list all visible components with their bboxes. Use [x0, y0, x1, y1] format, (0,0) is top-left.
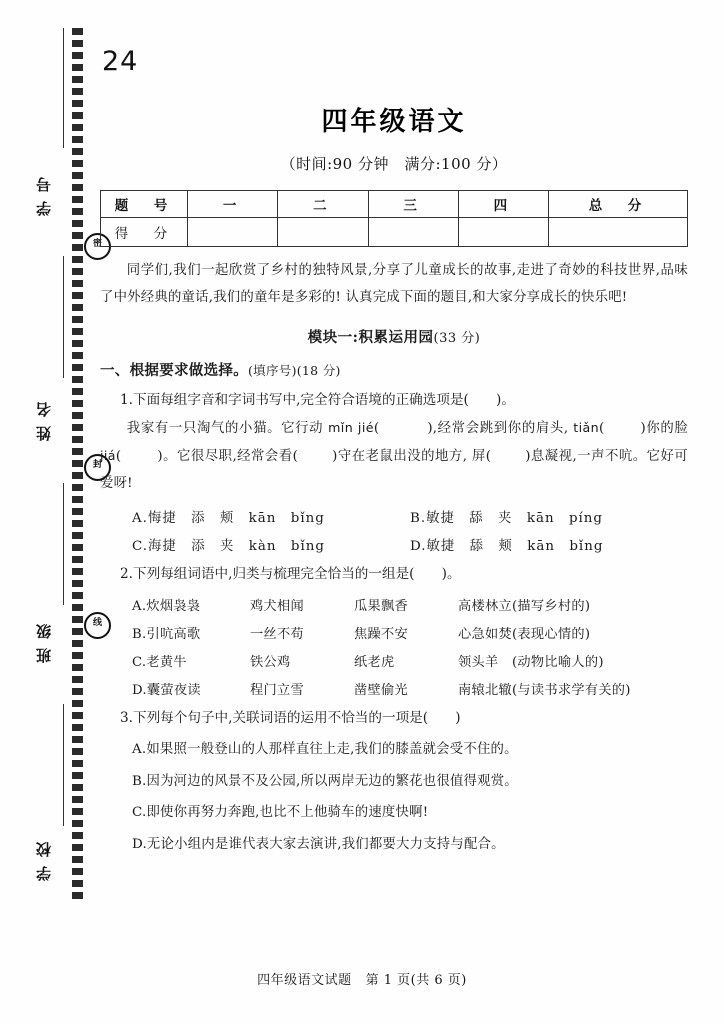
module-heading: [100, 326, 688, 347]
option-2-c-c2: 铁公鸡: [250, 654, 291, 670]
passage-seg-2: ,经常会跳到你的肩头,: [432, 421, 569, 437]
option-3-a-text: 如果照一般登山的人那样直往上走,我们的膝盖就会受不住的。: [146, 742, 518, 758]
option-1-b-label: B.: [410, 510, 427, 526]
section-note: (填序号)(18 分): [248, 362, 341, 378]
page-footer: [0, 969, 724, 988]
score-col-2: 二: [278, 191, 368, 218]
sidebar-divider-2: [63, 256, 64, 378]
binding-strip: [72, 28, 83, 900]
score-row-label-1: 题 号: [101, 191, 188, 218]
seal-icon-mi: 密: [84, 233, 111, 260]
option-1-b[interactable]: [410, 507, 688, 526]
question-1-number: 1.: [120, 391, 133, 408]
sidebar-item-class[interactable]: [18, 615, 70, 667]
question-1-options-row-2: [100, 535, 688, 554]
option-2-c-first: [132, 651, 250, 670]
option-2-a-c3: 瓜果飘香: [354, 598, 408, 614]
score-input-4[interactable]: [458, 218, 548, 247]
question-1-options-row-1: [100, 507, 688, 526]
seal-icon-feng: 封: [84, 454, 111, 481]
option-2-c[interactable]: [100, 651, 688, 670]
page-title: 四年级语文: [321, 107, 467, 137]
module-title: 模块一:积累运用园: [307, 328, 434, 346]
question-2-number: 2.: [120, 565, 133, 582]
sidebar-item-student-number[interactable]: [18, 168, 70, 220]
passage-seg-6: 屏(: [471, 448, 492, 464]
question-1-text: 下面每组字音和字词书写中,完全符合语境的正确选项是( )。: [132, 391, 515, 408]
option-1-a[interactable]: [132, 507, 410, 526]
option-2-c-c1: 老黄牛: [146, 654, 187, 670]
option-2-c-c4: 领头羊 (动物比喻人的): [458, 654, 604, 670]
passage-seg-3: )你的脸: [640, 421, 688, 437]
exam-content: [100, 30, 688, 855]
option-2-b-c2: 一丝不苟: [250, 626, 304, 642]
score-row-label-2: 得 分: [101, 218, 188, 247]
sidebar-item-name[interactable]: [18, 393, 70, 445]
option-1-b-text: 敏捷 舔 夹 kān píng: [426, 510, 604, 526]
score-input-1[interactable]: [188, 218, 278, 247]
option-2-a-c4: 高楼林立(描写乡村的): [458, 598, 591, 614]
table-row-header: [101, 191, 688, 218]
passage-seg-5: )守在老鼠出没的地方,: [332, 448, 468, 464]
option-3-a-label: A.: [132, 742, 147, 758]
option-2-a-label: A.: [132, 598, 147, 614]
score-col-4: 四: [458, 191, 548, 218]
passage-pinyin-1: mǐn jié: [328, 420, 374, 436]
question-1-passage: 我家有一只淘气的小猫。它行动 mǐn jié( ),经常会跳到你的肩头, tiǎn( )你的脸 jiá( )。它很尽职,经常会看( )守在老鼠出没的地方, 屏( )息凝视,一声不吭。它好可爱呀!: [100, 420, 689, 492]
footer-title: 四年级语文试题: [257, 973, 352, 988]
option-2-c-label: C.: [132, 654, 147, 670]
question-3-text: 下列每个句子中,关联词语的运用不恰当的一项是( ): [132, 709, 461, 726]
option-2-b-first: [132, 623, 250, 642]
sidebar-label-student-number: 学号: [34, 168, 53, 216]
option-2-d-c4: 南辕北辙(与读书求学有关的): [458, 682, 631, 698]
footer-page-number: 第 1 页(共 6 页): [365, 973, 467, 988]
option-2-d-label: D.: [132, 682, 147, 698]
table-row: [101, 218, 688, 247]
option-2-c-c3: 纸老虎: [354, 654, 395, 670]
score-input-total[interactable]: [549, 218, 688, 247]
option-1-d[interactable]: [410, 535, 688, 554]
option-2-d-c2: 程门立雪: [250, 682, 304, 698]
option-2-b[interactable]: [100, 623, 688, 642]
module-points: (33 分): [433, 330, 481, 346]
score-col-total: 总 分: [549, 191, 688, 218]
option-3-c-text: 即使你再努力奔跑,也比不上他骑车的速度快啊!: [146, 805, 429, 821]
option-1-d-label: D.: [410, 538, 427, 554]
option-2-a[interactable]: [100, 595, 688, 614]
page-number-label: 24: [102, 46, 139, 77]
option-3-d[interactable]: [100, 834, 688, 855]
passage-seg-4: )。它很尽职,经常会看(: [157, 448, 299, 464]
option-2-d-c3: 凿壁偷光: [354, 682, 408, 698]
option-2-a-c2: 鸡犬相闻: [250, 598, 304, 614]
score-input-3[interactable]: [368, 218, 458, 247]
option-2-d[interactable]: [100, 679, 688, 698]
student-info-sidebar: [18, 28, 102, 900]
option-1-c-text: 海捷 添 夹 kàn bǐng: [148, 538, 325, 554]
passage-pinyin-3: jiá: [100, 447, 116, 463]
option-1-c-label: C.: [132, 538, 149, 554]
sidebar-divider-4: [63, 704, 64, 826]
option-1-d-text: 敏捷 舔 颊 kān bǐng: [426, 538, 604, 554]
seal-icon-xian: 线: [84, 612, 111, 639]
option-3-c[interactable]: [100, 802, 688, 823]
passage-pinyin-2: tiǎn: [573, 420, 600, 436]
option-2-d-first: [132, 679, 250, 698]
option-3-c-label: C.: [132, 805, 147, 821]
question-3-stem: [100, 708, 688, 730]
sidebar-label-class: 班级: [34, 615, 53, 663]
option-3-b-text: 因为河边的风景不及公园,所以两岸无边的繁花也很值得观赏。: [146, 773, 518, 789]
option-2-d-c1: 囊萤夜读: [146, 682, 201, 698]
section-title: 一、根据要求做选择。: [100, 361, 248, 379]
score-col-1: 一: [188, 191, 278, 218]
page-subtitle: （时间:90 分钟 满分:100 分）: [280, 155, 508, 173]
option-2-b-c1: 引吭高歌: [146, 626, 201, 642]
option-2-b-c3: 焦躁不安: [354, 626, 408, 642]
score-table: [100, 190, 688, 247]
score-col-3: 三: [368, 191, 458, 218]
sidebar-label-name: 姓名: [34, 393, 53, 441]
sidebar-item-school[interactable]: [18, 833, 70, 885]
sidebar-divider-1: [63, 28, 64, 148]
score-input-2[interactable]: [278, 218, 368, 247]
option-3-d-label: D.: [132, 836, 147, 852]
option-3-b[interactable]: [100, 771, 688, 792]
option-1-a-text: 悔捷 添 颊 kān bǐng: [147, 510, 325, 526]
question-2-stem: [100, 564, 688, 586]
sidebar-divider-3: [63, 483, 64, 605]
option-3-b-label: B.: [132, 773, 147, 789]
option-2-a-c1: 炊烟袅袅: [146, 598, 201, 614]
passage-seg-7: )息凝视,一声不吭。它好可爱呀!: [100, 448, 689, 492]
option-1-a-label: A.: [132, 510, 148, 526]
intro-paragraph: 同学们,我们一起欣赏了乡村的独特风景,分享了儿童成长的故事,走进了奇妙的科技世界,品味了中外经典的童话,我们的童年是多彩的! 认真完成下面的题目,和大家分享成长的快乐吧!: [100, 263, 688, 305]
question-2-text: 下列每组词语中,归类与梳理完全恰当的一组是( )。: [132, 565, 461, 582]
option-2-b-c4: 心急如焚(表现心情的): [458, 626, 591, 642]
option-2-b-label: B.: [132, 626, 147, 642]
option-3-a[interactable]: [100, 739, 688, 760]
option-3-d-text: 无论小组内是谁代表大家去演讲,我们都要大力支持与配合。: [146, 836, 505, 852]
section-heading: [100, 359, 688, 380]
option-1-c[interactable]: [132, 535, 410, 554]
sidebar-label-school: 学校: [34, 833, 53, 881]
question-1-stem: [100, 390, 688, 412]
question-3-number: 3.: [120, 709, 133, 726]
passage-seg-1: 我家有一只淘气的小猫。它行动: [126, 421, 324, 437]
option-2-a-first: [132, 595, 250, 614]
